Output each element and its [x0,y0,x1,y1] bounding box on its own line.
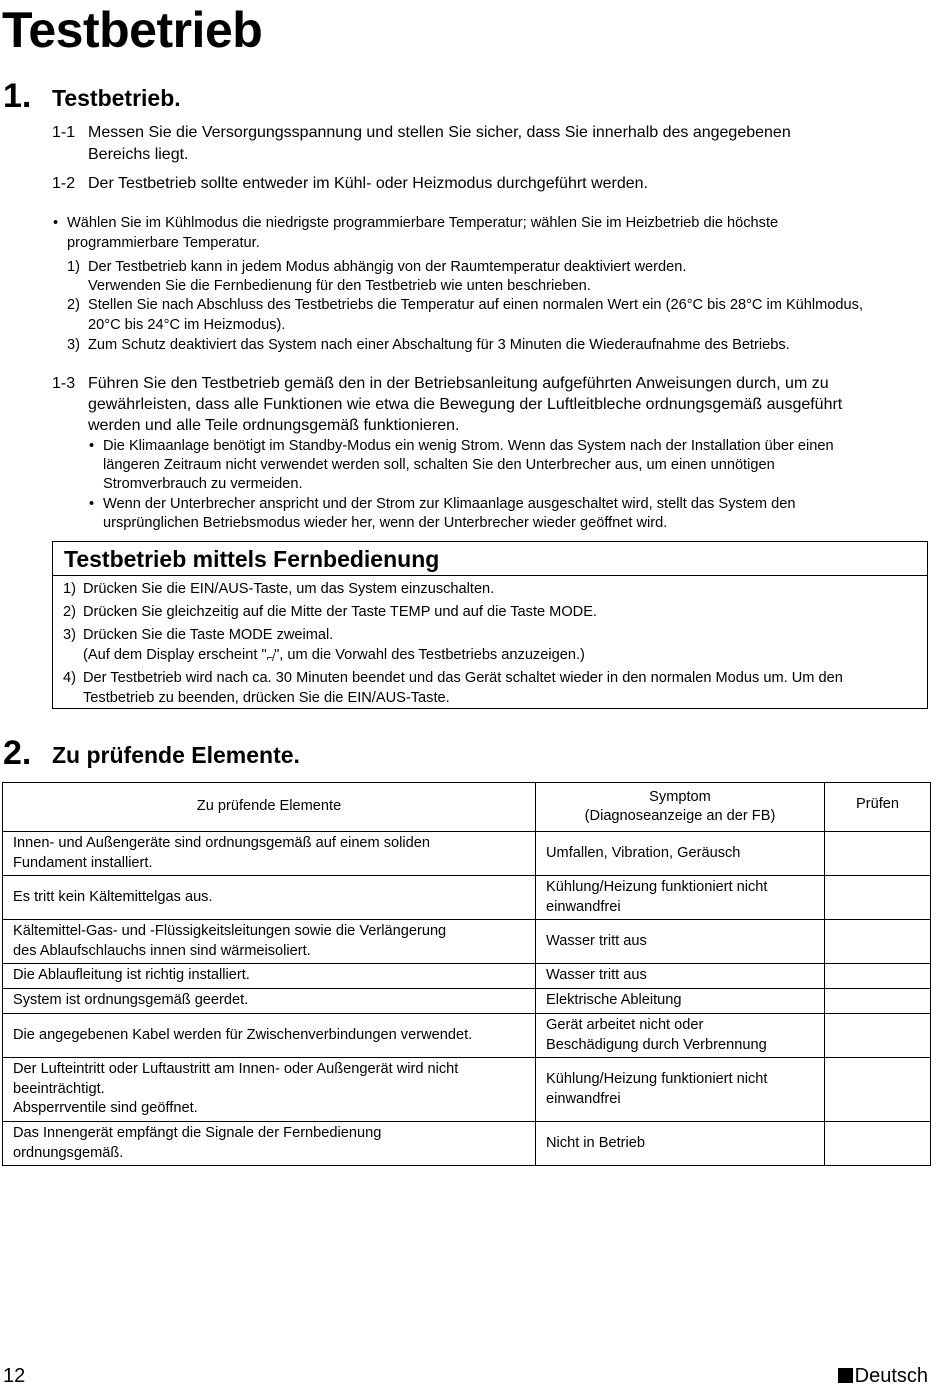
footer-language-label: Deutsch [854,1365,928,1387]
check-cell[interactable] [825,832,931,876]
page-title: Testbetrieb [2,2,263,58]
note-2-line1: Stellen Sie nach Abschluss des Testbetriebs die Temperatur auf einen normalen Wert ein (26°C bis 28°C im Kühlmodus, [88,297,864,313]
check-cell[interactable] [825,1014,931,1058]
step-1-1-number: 1-1 [52,124,76,141]
symptom-line: Beschädigung durch Verbrennung [546,1036,767,1053]
symptom-line: einwandfrei [546,1090,621,1107]
remote-step-4-line2: Testbetrieb zu beenden, drücken Sie die EIN/AUS-Taste. [83,690,450,706]
symptom-line: Nicht in Betrieb [546,1134,645,1151]
step-1-3-line2: gewährleisten, dass alle Funktionen wie etwa die Bewegung der Luftleitbleche ordnungsgemäß ausgeführt [88,396,843,413]
item-cell [3,876,536,920]
item-line: Es tritt kein Kältemittelgas aus. [13,888,213,905]
step-1-2-number: 1-2 [52,175,76,192]
check-cell[interactable] [825,876,931,920]
sub-bullet-2-marker: • [89,496,95,512]
remote-test-box-header [53,542,927,576]
item-line: Die angegebenen Kabel werden für Zwischenverbindungen verwendet. [13,1026,473,1043]
remote-step-3-number: 3) [63,627,76,643]
symptom-line: Umfallen, Vibration, Geräusch [546,844,741,861]
sub-bullet-1-line3: Stromverbrauch zu vermeiden. [103,476,303,492]
check-cell[interactable] [825,1058,931,1122]
section-1-heading: Testbetrieb. [52,85,181,111]
note-1-number: 1) [67,259,80,275]
note-1-line1: Der Testbetrieb kann in jedem Modus abhängig von der Raumtemperatur deaktiviert werden. [88,259,687,275]
col-header-symptom [536,783,825,832]
col-header-items: Zu prüfende Elemente [3,783,536,832]
square-bullet-icon [838,1368,853,1383]
item-cell [3,832,536,876]
step-1-2-text: Der Testbetrieb sollte entweder im Kühl- oder Heizmodus durchgeführt werden. [88,175,648,192]
item-cell [3,1014,536,1058]
col-header-symptom-line1: Symptom [649,788,711,805]
symptom-line: Gerät arbeitet nicht oder [546,1017,704,1033]
remote-step-3-line2 [83,646,585,669]
item-line: Die Ablaufleitung ist richtig installiert. [13,967,250,984]
step-1-3-number: 1-3 [52,375,76,392]
item-cell [3,964,536,989]
check-table [2,782,931,1166]
symptom-cell [536,920,825,964]
note-3-number: 3) [67,337,80,353]
bullet-text-line2: programmierbare Temperatur. [67,235,260,251]
note-2-line2: 20°C bis 24°C im Heizmodus). [88,317,286,333]
symptom-cell [536,876,825,920]
symptom-cell [536,989,825,1014]
remote-test-box [52,541,928,709]
note-2-number: 2) [67,297,80,313]
check-cell[interactable] [825,920,931,964]
bullet-text-line1: Wählen Sie im Kühlmodus die niedrigste programmierbare Temperatur; wählen Sie im Heizbetrieb die höchste [67,215,779,231]
symptom-line: Elektrische Ableitung [546,992,682,1009]
footer-language [838,1365,928,1388]
symptom-cell [536,832,825,876]
step-1-3-line3: werden und alle Teile ordnungsgemäß funktionieren. [88,417,460,434]
bullet-marker: • [53,215,59,231]
item-line: Innen- und Außengeräte sind ordnungsgemäß auf einem soliden [13,835,431,851]
symptom-cell [536,1014,825,1058]
symptom-line: Kühlung/Heizung funktioniert nicht [546,1071,768,1087]
item-line: Der Lufteintritt oder Luftaustritt am Innen- oder Außengerät wird nicht [13,1061,459,1078]
symptom-cell [536,1058,825,1122]
section-2-number: 2. [3,734,32,772]
display-test-glyph: ⌐/ [266,652,275,664]
remote-test-box-title: Testbetrieb mittels Fernbedienung [64,546,440,572]
sub-bullet-1-line1: Die Klimaanlage benötigt im Standby-Modus ein wenig Strom. Wenn das System nach der Installation über einen [103,438,834,454]
table-row [3,920,931,964]
note-1-line2: Verwenden Sie die Fernbedienung für den Testbetrieb wie unten beschrieben. [88,278,591,294]
col-header-symptom-line2: (Diagnoseanzeige an der FB) [584,808,776,824]
step-1-3-line1: Führen Sie den Testbetrieb gemäß den in der Betriebsanleitung aufgeführten Anweisungen durch, um zu [88,375,829,392]
sub-bullet-2-line1: Wenn der Unterbrecher anspricht und der Strom zur Klimaanlage ausgeschaltet wird, stellt das System den [103,496,796,512]
table-row [3,876,931,920]
check-cell[interactable] [825,964,931,989]
table-row [3,964,931,989]
remote-step-4-line1: Der Testbetrieb wird nach ca. 30 Minuten beendet und das Gerät schaltet wieder in den normalen Modus um. Um den [83,670,843,686]
item-cell [3,1058,536,1122]
table-row [3,1122,931,1166]
table-row [3,989,931,1014]
table-header-row [3,783,931,832]
remote-step-3-line1: Drücken Sie die Taste MODE zweimal. [83,627,334,643]
sub-bullet-2-line2: ursprünglichen Betriebsmodus wieder her, wenn der Unterbrecher wieder geöffnet wird. [103,515,668,531]
remote-step-2-number: 2) [63,604,76,620]
col-header-check: Prüfen [825,783,931,832]
note-3-text: Zum Schutz deaktiviert das System nach einer Abschaltung für 3 Minuten die Wiederaufnahme des Betriebs. [88,337,790,353]
table-row [3,832,931,876]
item-line: Fundament installiert. [13,854,153,871]
symptom-line: Kühlung/Heizung funktioniert nicht [546,879,768,895]
table-row [3,1058,931,1122]
check-cell[interactable] [825,989,931,1014]
remote-step-3-line2-start: (Auf dem Display erscheint " [83,647,267,663]
item-line: des Ablaufschlauchs innen sind wärmeisoliert. [13,942,311,959]
table-row [3,1014,931,1058]
symptom-cell [536,1122,825,1166]
item-line: ordnungsgemäß. [13,1144,124,1161]
symptom-line: Wasser tritt aus [546,967,647,984]
item-cell [3,1122,536,1166]
remote-step-1-text: Drücken Sie die EIN/AUS-Taste, um das System einzuschalten. [83,581,495,597]
check-cell[interactable] [825,1122,931,1166]
item-line: Das Innengerät empfängt die Signale der Fernbedienung [13,1125,382,1141]
step-1-1-text-line2: Bereichs liegt. [88,146,189,163]
item-cell [3,920,536,964]
symptom-line: einwandfrei [546,898,621,915]
page-number: 12 [3,1365,26,1387]
symptom-line: Wasser tritt aus [546,932,647,949]
symptom-cell [536,964,825,989]
item-cell [3,989,536,1014]
remote-step-4-number: 4) [63,670,76,686]
section-1-number: 1. [3,77,32,115]
sub-bullet-1-line2: längeren Zeitraum nicht verwendet werden soll, schalten Sie den Unterbrecher aus, um einen unnötigen [103,457,775,473]
section-2-heading: Zu prüfende Elemente. [52,742,300,768]
remote-step-2-text: Drücken Sie gleichzeitig auf die Mitte der Taste TEMP und auf die Taste MODE. [83,604,598,620]
remote-step-3-line2-end: ", um die Vorwahl des Testbetriebs anzuzeigen.) [274,647,585,663]
item-line: Absperrventile sind geöffnet. [13,1100,198,1117]
item-line: Kältemittel-Gas- und -Flüssigkeitsleitungen sowie die Verlängerung [13,923,447,939]
step-1-1-text-line1: Messen Sie die Versorgungsspannung und stellen Sie sicher, dass Sie innerhalb des angegebenen [88,124,791,141]
remote-step-1-number: 1) [63,581,76,597]
item-line: beeinträchtigt. [13,1080,105,1097]
item-line: System ist ordnungsgemäß geerdet. [13,992,249,1009]
sub-bullet-1-marker: • [89,438,95,454]
